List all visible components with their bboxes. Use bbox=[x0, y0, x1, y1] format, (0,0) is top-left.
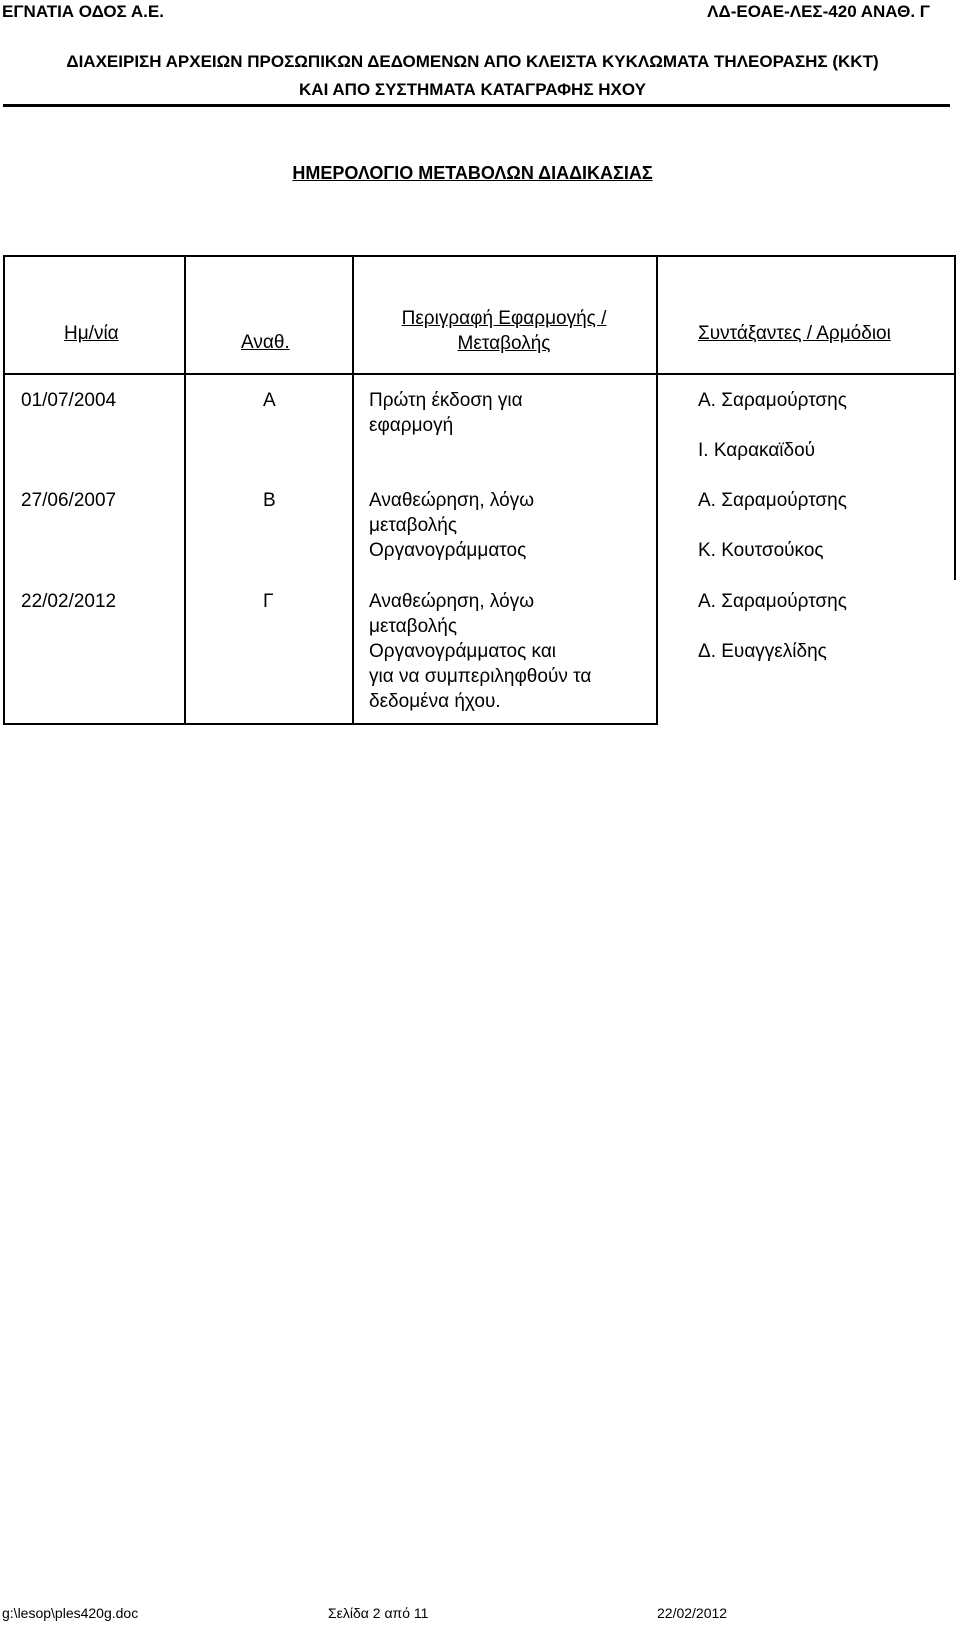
table-row-date: 01/07/2004 bbox=[21, 390, 117, 411]
table-row-authors bbox=[698, 388, 847, 488]
document-subtitle-line2: ΚΑΙ ΑΠΟ ΣΥΣΤΗΜΑΤΑ ΚΑΤΑΓΡΑΦΗΣ ΗΧΟΥ bbox=[299, 80, 646, 99]
table-header-rule bbox=[3, 373, 956, 375]
table-row-date: 22/02/2012 bbox=[21, 591, 117, 612]
author-name: Α. Σαραμούρτσης bbox=[698, 390, 847, 411]
table-row-description bbox=[369, 388, 523, 438]
description-line: Αναθεώρηση, λόγω bbox=[369, 591, 535, 612]
table-row-date: 27/06/2007 bbox=[21, 490, 117, 511]
header-rule bbox=[3, 104, 950, 107]
description-line: Οργανογράμματος και bbox=[369, 641, 557, 662]
column-header-description-line1: Περιγραφή Εφαρμογής / bbox=[401, 308, 607, 329]
author-name: Κ. Κουτσούκος bbox=[698, 540, 824, 561]
table-row-revision: Α bbox=[263, 390, 276, 411]
author-name: Δ. Ευαγγελίδης bbox=[698, 641, 827, 662]
description-line: Πρώτη έκδοση για bbox=[369, 390, 523, 411]
author-name: Α. Σαραμούρτσης bbox=[698, 591, 847, 612]
description-line: δεδομένα ήχου. bbox=[369, 691, 501, 712]
table-border-bottom bbox=[3, 723, 658, 725]
description-line: Οργανογράμματος bbox=[369, 540, 527, 561]
description-line: μεταβολής bbox=[369, 515, 457, 536]
column-header-revision: Αναθ. bbox=[241, 332, 290, 353]
description-line: μεταβολής bbox=[369, 616, 457, 637]
footer-page-number: Σελίδα 2 από 11 bbox=[328, 1605, 429, 1621]
author-name: Ι. Καρακαϊδού bbox=[698, 440, 816, 461]
table-row-description bbox=[369, 589, 591, 714]
page-title: ΗΜΕΡΟΛΟΓΙΟ ΜΕΤΑΒΟΛΩΝ ΔΙΑΔΙΚΑΣΙΑΣ bbox=[292, 163, 653, 183]
footer-date: 22/02/2012 bbox=[657, 1605, 728, 1621]
table-border-left bbox=[3, 255, 5, 725]
description-line: Αναθεώρηση, λόγω bbox=[369, 490, 535, 511]
table-border-right bbox=[954, 255, 956, 580]
table-row-revision: Γ bbox=[263, 591, 274, 612]
description-line: εφαρμογή bbox=[369, 415, 454, 436]
author-name: Α. Σαραμούρτσης bbox=[698, 490, 847, 511]
table-divider-col2 bbox=[184, 255, 186, 725]
footer-file-path: g:\lesop\ples420g.doc bbox=[2, 1605, 139, 1621]
document-subtitle-line1: ΔΙΑΧΕΙΡΙΣΗ ΑΡΧΕΙΩΝ ΠΡΟΣΩΠΙΚΩΝ ΔΕΔΟΜΕΝΩΝ ΑΠΟ ΚΛΕΙΣΤΑ ΚΥΚΛΩΜΑΤΑ ΤΗΛΕΟΡΑΣΗΣ (ΚΚΤ) bbox=[66, 52, 879, 71]
revision-log-table bbox=[3, 255, 956, 725]
column-header-date: Ημ/νία bbox=[64, 323, 119, 344]
table-divider-col4 bbox=[656, 255, 658, 725]
table-border-top bbox=[3, 255, 956, 257]
description-line: για να συμπεριληφθούν τα bbox=[369, 666, 592, 687]
document-code: ΛΔ-ΕΟΑΕ-ΛΕΣ-420 ΑΝΑΘ. Γ bbox=[707, 2, 930, 21]
column-header-description-line2: Μεταβολής bbox=[457, 333, 551, 354]
company-name: ΕΓΝΑΤΙΑ ΟΔΟΣ Α.Ε. bbox=[2, 2, 164, 21]
table-row-authors bbox=[698, 488, 847, 588]
table-row-revision: Β bbox=[263, 490, 276, 511]
table-row-authors bbox=[698, 589, 847, 689]
column-header-description bbox=[352, 306, 656, 356]
column-header-authors: Συντάξαντες / Αρμόδιοι bbox=[698, 323, 891, 344]
table-row-description bbox=[369, 488, 534, 563]
